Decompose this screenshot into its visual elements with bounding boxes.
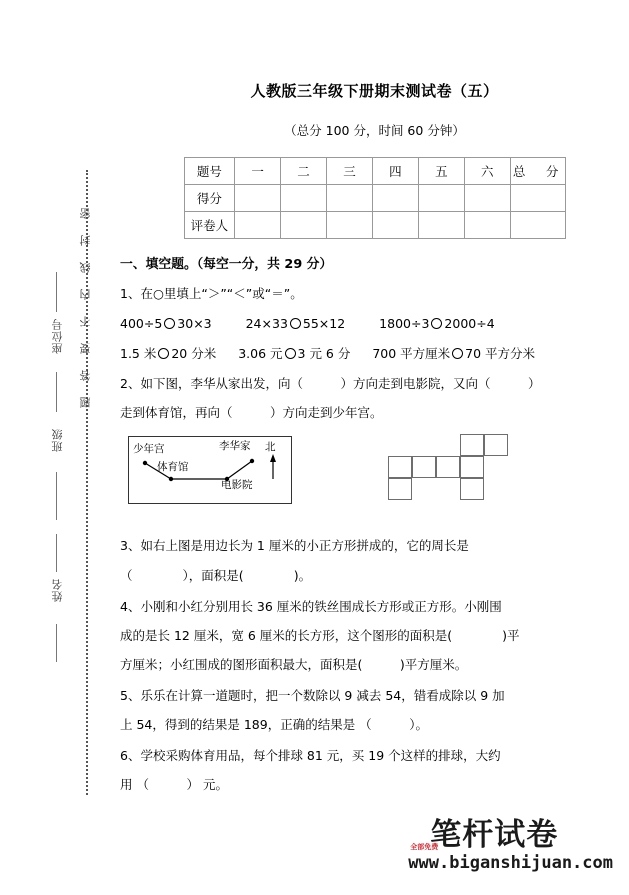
field-label-name: 姓名 <box>51 578 64 602</box>
expr-right: 30×3 <box>177 316 212 332</box>
compare-circle-icon[interactable] <box>290 318 301 329</box>
map-label-lihua-home: 李华家 <box>219 440 251 453</box>
question-2-line-1 <box>120 375 621 393</box>
q4-text-a: 成的是长 12 厘米，宽 6 厘米的长方形，这个图形的面积是( <box>120 627 453 643</box>
grader-input-cell[interactable] <box>418 212 464 239</box>
answer-blank[interactable] <box>149 777 187 792</box>
seat-number-rule-2 <box>56 372 57 412</box>
section-one-heading: 一、填空题。（每空一分，共 29 分） <box>120 257 333 272</box>
expr-right: 2000÷4 <box>444 316 495 332</box>
answer-blank[interactable] <box>491 376 529 391</box>
q4-text-d: )平方厘米。 <box>399 656 468 672</box>
expr-right: 70 平方分米 <box>465 346 536 362</box>
expr-left: 1800÷3 <box>379 316 430 332</box>
question-5-line-1: 5、乐乐在计算一道题时，把一个数除以 9 减去 54，错看成除以 9 加 <box>120 688 505 703</box>
q2-text-a: 2、如下图，李华从家出发，向（ <box>120 376 303 392</box>
map-label-cinema: 电影院 <box>221 479 253 492</box>
expr-right: 20 分米 <box>171 346 217 362</box>
grader-input-cell[interactable] <box>372 212 418 239</box>
score-input-cell[interactable] <box>372 185 418 212</box>
q3-text-c: )。 <box>293 567 312 583</box>
answer-blank[interactable] <box>133 568 183 583</box>
table-row <box>184 212 565 239</box>
score-input-cell[interactable] <box>281 185 327 212</box>
question-2-line-2 <box>120 404 621 422</box>
class-rule <box>56 472 57 520</box>
q4-text-c: 方厘米；小红围成的图形面积最大，面积是( <box>120 656 363 672</box>
answer-blank[interactable] <box>233 405 271 420</box>
q3-text-b: ），面积是( <box>182 567 244 583</box>
name-rule <box>56 534 57 572</box>
answer-blank[interactable] <box>372 717 410 732</box>
question-3-line-1: 3、如右上图是用边长为 1 厘米的小正方形拼成的，它的周长是 <box>120 538 469 554</box>
expr-left: 400÷5 <box>120 316 163 332</box>
expr-left: 700 平方厘米 <box>372 346 451 362</box>
polyomino-cell <box>484 434 508 456</box>
q2-text-b: ）方向走到电影院，又向（ <box>340 376 491 392</box>
q2-text-c: ） <box>528 376 541 392</box>
polyomino-cell <box>460 434 484 456</box>
map-label-north: 北 <box>265 441 276 454</box>
compare-circle-icon[interactable] <box>452 348 463 359</box>
exam-sheet <box>120 0 629 895</box>
answer-blank[interactable] <box>362 657 400 672</box>
polyomino-cell <box>460 478 484 500</box>
polyomino-cell <box>460 456 484 478</box>
direction-map-figure <box>128 436 292 504</box>
seat-number-rule <box>56 272 57 312</box>
score-table-header-label: 题号 <box>184 158 235 185</box>
compare-circle-icon[interactable] <box>431 318 442 329</box>
watermark-brand: 笔杆试卷 <box>430 817 559 854</box>
watermark-url: www.biganshijuan.com <box>408 853 613 873</box>
question-1-row-1 <box>120 316 621 331</box>
page-title: 人教版三年级下册期末测试卷（五） <box>250 82 499 100</box>
grader-input-cell[interactable] <box>281 212 327 239</box>
q3-text-a: （ <box>120 567 133 583</box>
score-table-cell: 三 <box>327 158 373 185</box>
answer-blank[interactable] <box>303 376 341 391</box>
grader-input-cell[interactable] <box>327 212 373 239</box>
field-label-seat-number: 座位号 <box>51 318 64 354</box>
grader-input-cell[interactable] <box>464 212 510 239</box>
expr-right: 55×12 <box>302 316 346 332</box>
page-subtitle: （总分 100 分，时间 60 分钟） <box>284 123 465 138</box>
grader-total-cell[interactable] <box>510 212 565 239</box>
question-4-line-1: 4、小刚和小红分别用长 36 厘米的铁丝围成长方形或正方形。小刚围 <box>120 598 502 614</box>
expr-right: 3 元 6 分 <box>297 346 351 362</box>
question-4-line-2 <box>120 627 621 645</box>
polyomino-cell <box>388 456 412 478</box>
compare-circle-icon[interactable] <box>164 318 175 329</box>
score-table <box>184 157 566 239</box>
table-row <box>184 185 565 212</box>
compare-circle-icon[interactable] <box>285 348 296 359</box>
polyomino-cell <box>388 478 412 500</box>
score-table-cell: 二 <box>281 158 327 185</box>
q2-text-d: 走到体育馆，再向（ <box>120 405 233 421</box>
polyomino-cell <box>436 456 460 478</box>
q4-text-b: )平 <box>502 627 520 643</box>
name-rule-2 <box>56 624 57 662</box>
question-4-line-3 <box>120 656 621 674</box>
score-total-cell[interactable] <box>510 185 565 212</box>
grader-input-cell[interactable] <box>235 212 281 239</box>
expr-left: 24×33 <box>245 316 288 332</box>
score-table-cell: 五 <box>418 158 464 185</box>
sealing-strip <box>0 0 120 895</box>
expr-left: 1.5 米 <box>120 346 157 362</box>
score-table-cell: 六 <box>464 158 510 185</box>
question-1-row-2 <box>120 344 621 362</box>
question-1-stem: 1、在○里填上“＞”“＜”或“＝”。 <box>120 286 303 301</box>
watermark-free-tag: 全部免费 <box>410 843 439 851</box>
expr-left: 3.06 元 <box>238 346 283 362</box>
map-label-youth-center: 少年宫 <box>133 443 165 456</box>
site-watermark <box>408 819 613 873</box>
question-3-line-2 <box>120 567 621 585</box>
q6-text-a: 用 （ <box>120 777 149 793</box>
grader-row-label: 评卷人 <box>184 212 235 239</box>
field-label-class: 班级 <box>51 428 64 452</box>
score-table-cell: 四 <box>372 158 418 185</box>
score-table-total-label: 总 分 <box>510 158 565 185</box>
question-5-line-2 <box>120 716 621 734</box>
seal-notice-text: 题答要不内线封密 <box>79 192 92 408</box>
score-table-cell: 一 <box>235 158 281 185</box>
question-6-line-1: 6、学校采购体育用品，每个排球 81 元，买 19 个这样的排球，大约 <box>120 748 501 764</box>
score-input-cell[interactable] <box>464 185 510 212</box>
q6-text-b: ） 元。 <box>186 777 228 793</box>
exam-content <box>120 253 629 795</box>
q2-text-e: ）方向走到少年宫。 <box>270 405 383 421</box>
polyomino-cell <box>412 456 436 478</box>
compare-circle-icon[interactable] <box>158 348 169 359</box>
score-input-cell[interactable] <box>418 185 464 212</box>
score-input-cell[interactable] <box>235 185 281 212</box>
q5-text-a: 上 54，得到的结果是 189，正确的结果是 （ <box>120 717 372 733</box>
question-6-line-2 <box>120 776 621 794</box>
answer-blank[interactable] <box>452 628 502 643</box>
q5-text-b: ）。 <box>409 717 428 733</box>
map-label-gymnasium: 体育馆 <box>157 461 189 474</box>
score-input-cell[interactable] <box>327 185 373 212</box>
answer-blank[interactable] <box>244 568 294 583</box>
figures-row <box>120 432 621 524</box>
table-row <box>184 158 565 185</box>
score-row-label: 得分 <box>184 185 235 212</box>
